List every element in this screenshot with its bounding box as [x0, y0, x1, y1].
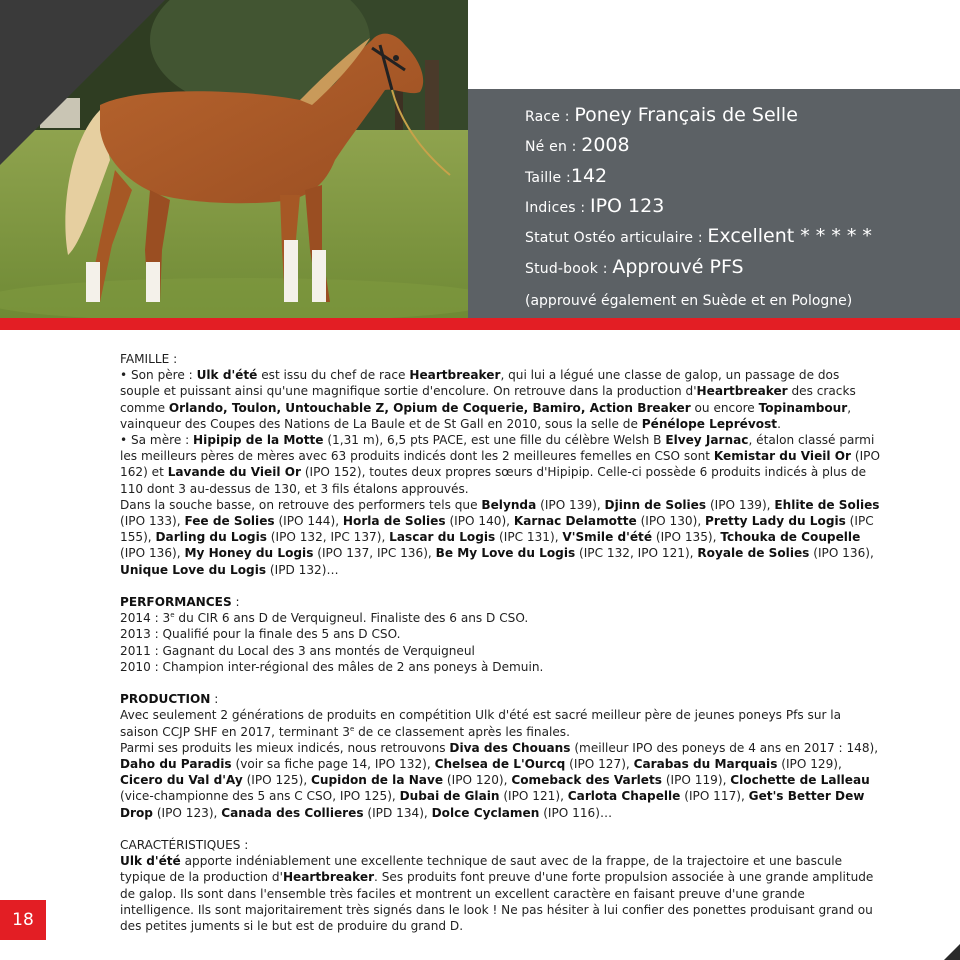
- article-body: [120, 351, 882, 934]
- studbook-line: [525, 256, 744, 278]
- birth-year-line: [525, 134, 630, 156]
- studbook-note-line: [525, 290, 852, 309]
- race-line: [525, 104, 798, 126]
- text-run: de ce classement après les finales.: [354, 724, 570, 739]
- performance-2010: 2010 : Champion inter-régional des mâles de 2 ans poneys à Demuin.: [120, 659, 544, 674]
- bold-text: My Honey du Logis: [184, 546, 314, 561]
- indices-value: IPO 123: [590, 195, 665, 217]
- text-run: (IPO 129),: [777, 757, 842, 772]
- bold-text: Carabas du Marquais: [633, 757, 778, 772]
- bold-text: Dubai de Glain: [399, 789, 500, 804]
- bold-text: Lavande du Vieil Or: [167, 465, 301, 480]
- text-run: (IPO 140),: [445, 514, 514, 529]
- text-run: (IPO 119),: [662, 773, 731, 788]
- bold-text: Pénélope Leprévost: [641, 416, 778, 431]
- text-run: (IPO 127),: [565, 757, 634, 772]
- text-run: , vainqueur des Coupes des Nations de La Baule et de St Gall en 2010, sous la selle de: [120, 400, 852, 431]
- bold-text: Karnac Delamotte: [513, 514, 637, 529]
- height-label: Taille :: [525, 170, 571, 186]
- text-run: . Ses produits font preuve d'une forte propulsion associée à une grande amplitude de galop. Ils sont dans l'ensemble très faciles et montrent un excellent caractère en faisant preuve d'une grande intelligence. Ils sont majoritairement très signés dans le look ! Ne pas hésiter à lui confier des ponettes produisant grand ou des petites juments si le but est de produire du grand D.: [120, 870, 874, 934]
- bold-text: Djinn de Solies: [604, 497, 707, 512]
- text-run: (voir sa fiche page 14, IPO 132),: [231, 757, 435, 772]
- bold-text: Comeback des Varlets: [511, 773, 662, 788]
- osteo-value: Excellent * * * * *: [707, 225, 872, 247]
- text-run: est issu du chef de race: [257, 368, 410, 383]
- bold-text: Heartbreaker: [696, 384, 788, 399]
- bold-text: Cicero du Val d'Ay: [120, 773, 243, 788]
- text-run: (IPO 120),: [443, 773, 512, 788]
- studbook-value: Approuvé PFS: [612, 256, 744, 278]
- height-value: 142: [570, 165, 608, 187]
- text-run: (vice-championne des 5 ans C CSO, IPO 125),: [120, 789, 400, 804]
- production-suffix: :: [210, 692, 219, 707]
- caracteristiques-paragraph: [120, 853, 882, 934]
- text-run: (IPO 135),: [652, 530, 721, 545]
- studbook-label: Stud-book :: [525, 261, 613, 277]
- text-run: .: [777, 416, 781, 431]
- text-run: (IPO 123),: [152, 805, 222, 820]
- text-run: du CIR 6 ans D de Verquigneul. Finaliste des 6 ans D CSO.: [174, 611, 529, 626]
- bold-text: Canada des Collieres: [221, 805, 364, 820]
- text-run: • Sa mère :: [120, 433, 194, 448]
- superscript: e: [349, 724, 355, 733]
- bold-text: Unique Love du Logis: [120, 562, 267, 577]
- text-run: (IPO 125),: [242, 773, 312, 788]
- bold-text: Dolce Cyclamen: [431, 805, 540, 820]
- text-run: (IPO 133),: [120, 514, 185, 529]
- text-run: Avec seulement 2 générations de produits en compétition Ulk d'été est sacré meilleur père de jeunes poneys Pfs sur la saison CCJP SHF en 2017, terminant 3: [120, 708, 842, 739]
- osteo-line: [525, 225, 872, 247]
- bold-text: Topinambour: [758, 400, 848, 415]
- indices-line: [525, 195, 664, 217]
- text-run: (IPD 134),: [363, 805, 432, 820]
- text-run: (IPO 116)…: [539, 805, 613, 820]
- birth-year-label: Né en :: [525, 139, 582, 155]
- famille-heading: FAMILLE :: [120, 352, 178, 366]
- text-run: (IPO 152), toutes deux propres sœurs d'Hipipip. Celle-ci possède 6 produits indicés à plus de 110 dont 3 au-dessus de 130, et 3 fils étalons approuvés.: [120, 465, 867, 496]
- bold-text: Clochette de Lalleau: [730, 773, 870, 788]
- production-heading: [120, 691, 882, 707]
- performances-suffix: :: [231, 595, 240, 610]
- bold-text: Royale de Solies: [697, 546, 810, 561]
- bold-text: Fee de Solies: [184, 514, 275, 529]
- bold-text: Pretty Lady du Logis: [705, 514, 846, 529]
- performances-title: PERFORMANCES: [120, 595, 232, 610]
- text-run: apporte indéniablement une excellente technique de saut avec de la frappe, de la trajectoire et une bascule typique de la production d': [120, 854, 843, 885]
- bold-text: Elvey Jarnac: [665, 433, 749, 448]
- text-run: • Son père :: [120, 368, 197, 383]
- performances-heading: [120, 594, 882, 610]
- bold-text: Chelsea de L'Ourcq: [434, 757, 566, 772]
- indices-label: Indices :: [525, 200, 590, 216]
- bold-text: Kemistar du Vieil Or: [713, 449, 852, 464]
- bold-text: Heartbreaker: [282, 870, 375, 885]
- caracteristiques-heading: CARACTÉRISTIQUES :: [120, 838, 249, 853]
- text-run: des cracks comme: [120, 384, 856, 415]
- height-line: [525, 165, 607, 187]
- text-run: (1,31 m), 6,5 pts PACE, est une fille du célèbre Welsh B: [323, 433, 666, 448]
- text-run: (IPO 121),: [499, 789, 568, 804]
- text-run: (IPO 139),: [536, 497, 605, 512]
- text-run: (IPO 137, IPC 136),: [313, 546, 436, 561]
- bold-text: Be My Love du Logis: [435, 546, 576, 561]
- bold-text: Horla de Solies: [342, 514, 446, 529]
- text-run: (IPO 117),: [680, 789, 749, 804]
- bold-text: Diva des Chouans: [449, 740, 571, 755]
- bold-text: Ehlite de Solies: [774, 497, 880, 512]
- production-paragraph-1: [120, 707, 882, 739]
- text-run: (IPO 162) et: [120, 449, 880, 480]
- production-paragraph-2: [120, 740, 882, 821]
- text-run: (IPD 132)…: [266, 562, 339, 577]
- text-run: ou encore: [690, 400, 759, 415]
- text-run: (IPO 139),: [706, 497, 775, 512]
- horse-photo: [0, 0, 468, 318]
- text-run: (IPO 136),: [120, 546, 185, 561]
- bold-text: Carlota Chapelle: [567, 789, 681, 804]
- bold-text: Ulk d'été: [120, 854, 181, 869]
- text-run: (IPC 132, IPO 121),: [575, 546, 698, 561]
- text-run: , étalon classé parmi les meilleurs pères de mères avec 63 produits indicés dont les 2 meilleures femelles en CSO sont: [120, 433, 875, 464]
- bold-text: Cupidon de la Nave: [311, 773, 444, 788]
- text-run: Dans la souche basse, on retrouve des performers tels que: [120, 497, 482, 512]
- text-run: (IPC 131),: [495, 530, 563, 545]
- bold-text: Orlando, Toulon, Untouchable Z, Opium de Coquerie, Bamiro, Action Breaker: [168, 400, 691, 415]
- text-run: (meilleur IPO des poneys de 4 ans en 2017 : 148),: [570, 740, 879, 755]
- page-number: 18: [0, 900, 46, 940]
- text-run: 2014 : 3: [120, 611, 171, 626]
- bold-text: Darling du Logis: [155, 530, 267, 545]
- bold-text: Ulk d'été: [196, 368, 258, 383]
- corner-accent: [0, 0, 165, 165]
- famille-pere-paragraph: [120, 367, 882, 432]
- bold-text: Lascar du Logis: [389, 530, 496, 545]
- production-title: PRODUCTION: [120, 692, 211, 707]
- text-run: (IPO 132, IPC 137),: [266, 530, 390, 545]
- performance-2013: 2013 : Qualifié pour la finale des 5 ans D CSO.: [120, 627, 401, 642]
- superscript: e: [170, 611, 175, 620]
- bold-text: Tchouka de Coupelle: [720, 530, 861, 545]
- performance-2011: 2011 : Gagnant du Local des 3 ans montés de Verquigneul: [120, 643, 475, 658]
- studbook-note: (approuvé également en Suède et en Pologne): [525, 293, 853, 309]
- bold-text: Get's Better Dew Drop: [120, 789, 865, 820]
- race-value: Poney Français de Selle: [574, 104, 798, 126]
- bold-text: V'Smile d'été: [562, 530, 653, 545]
- bold-text: Heartbreaker: [409, 368, 501, 383]
- text-run: (IPO 130),: [636, 514, 706, 529]
- text-run: (IPO 136),: [809, 546, 874, 561]
- red-divider: [0, 318, 960, 330]
- birth-year-value: 2008: [581, 134, 630, 156]
- text-run: Parmi ses produits les mieux indicés, nous retrouvons: [120, 740, 450, 755]
- text-run: (IPC 155),: [120, 514, 874, 545]
- horse-info-panel: [468, 89, 960, 318]
- bold-text: Belynda: [481, 497, 537, 512]
- performance-2014: [120, 610, 882, 626]
- corner-fold: [944, 944, 960, 960]
- famille-mere-paragraph: [120, 432, 882, 497]
- bold-text: Daho du Paradis: [120, 757, 232, 772]
- text-run: , qui lui a légué une classe de galop, un passage de dos souple et puissant ainsi qu'une magnifique sortie d'encolure. On retrouve dans la production d': [120, 368, 840, 399]
- souche-paragraph: [120, 497, 882, 578]
- text-run: (IPO 144),: [274, 514, 343, 529]
- bold-text: Hipipip de la Motte: [193, 433, 324, 448]
- osteo-label: Statut Ostéo articulaire :: [525, 230, 708, 246]
- race-label: Race :: [525, 109, 575, 125]
